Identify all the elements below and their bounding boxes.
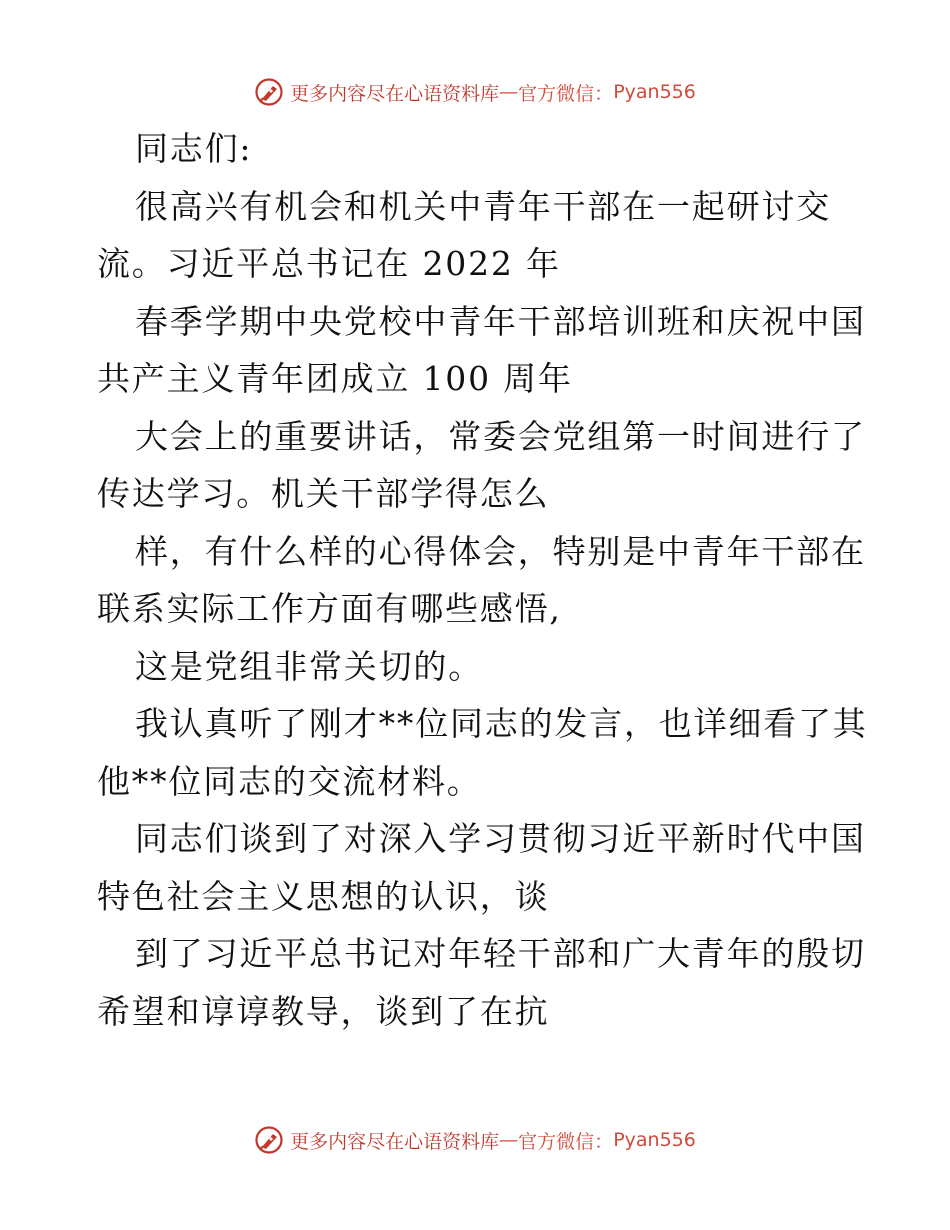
watermark-brand-text: 更多内容尽在心语资料库 (290, 82, 500, 105)
text-line: 大会上的重要讲话，常委会党组第一时间进行了 (135, 416, 866, 456)
text-line: 到了习近平总书记对年轻干部和广大青年的殷切 (135, 934, 866, 973)
text-line: 我认真听了刚才**位同志的发言，也详细看了其 (135, 704, 868, 743)
text-line: 传达学习。机关干部学得怎么 (97, 474, 550, 513)
document-body (97, 120, 877, 1040)
text-line: 流。习近平总书记在 2022 年 (97, 244, 561, 283)
text-line: 同志们谈到了对深入学习贯彻习近平新时代中国 (135, 819, 866, 858)
text-line: 共产主义青年团成立 100 周年 (97, 359, 573, 398)
watermark-wechat-label: 官方微信： (518, 1130, 614, 1153)
text-line: 同志们: (135, 129, 253, 168)
watermark-wechat-label: 官方微信： (518, 82, 614, 105)
text-line: 联系实际工作方面有哪些感悟, (97, 589, 562, 628)
text-line: 春季学期中央党校中青年干部培训班和庆祝中国 (135, 301, 866, 341)
text-line: 很高兴有机会和机关中青年干部在一起研讨交 (135, 186, 831, 226)
pen-nib-icon (254, 1125, 284, 1155)
watermark-wechat-id: Pyan556 (613, 81, 696, 103)
watermark-separator: — (499, 1129, 519, 1151)
text-line: 特色社会主义思想的认识，谈 (97, 876, 550, 916)
watermark-brand-text: 更多内容尽在心语资料库 (290, 1130, 500, 1153)
pen-nib-icon (254, 77, 284, 107)
watermark-wechat-id: Pyan556 (613, 1129, 696, 1151)
text-line: 希望和谆谆教导，谈到了在抗 (97, 991, 550, 1031)
watermark-separator: — (499, 81, 519, 103)
text-line: 这是党组非常关切的。 (135, 646, 483, 686)
text-line: 他**位同志的交流材料。 (97, 761, 482, 801)
watermark-footer (0, 1120, 950, 1160)
text-line: 样，有什么样的心得体会，特别是中青年干部在 (135, 531, 866, 571)
watermark-header (0, 72, 950, 112)
